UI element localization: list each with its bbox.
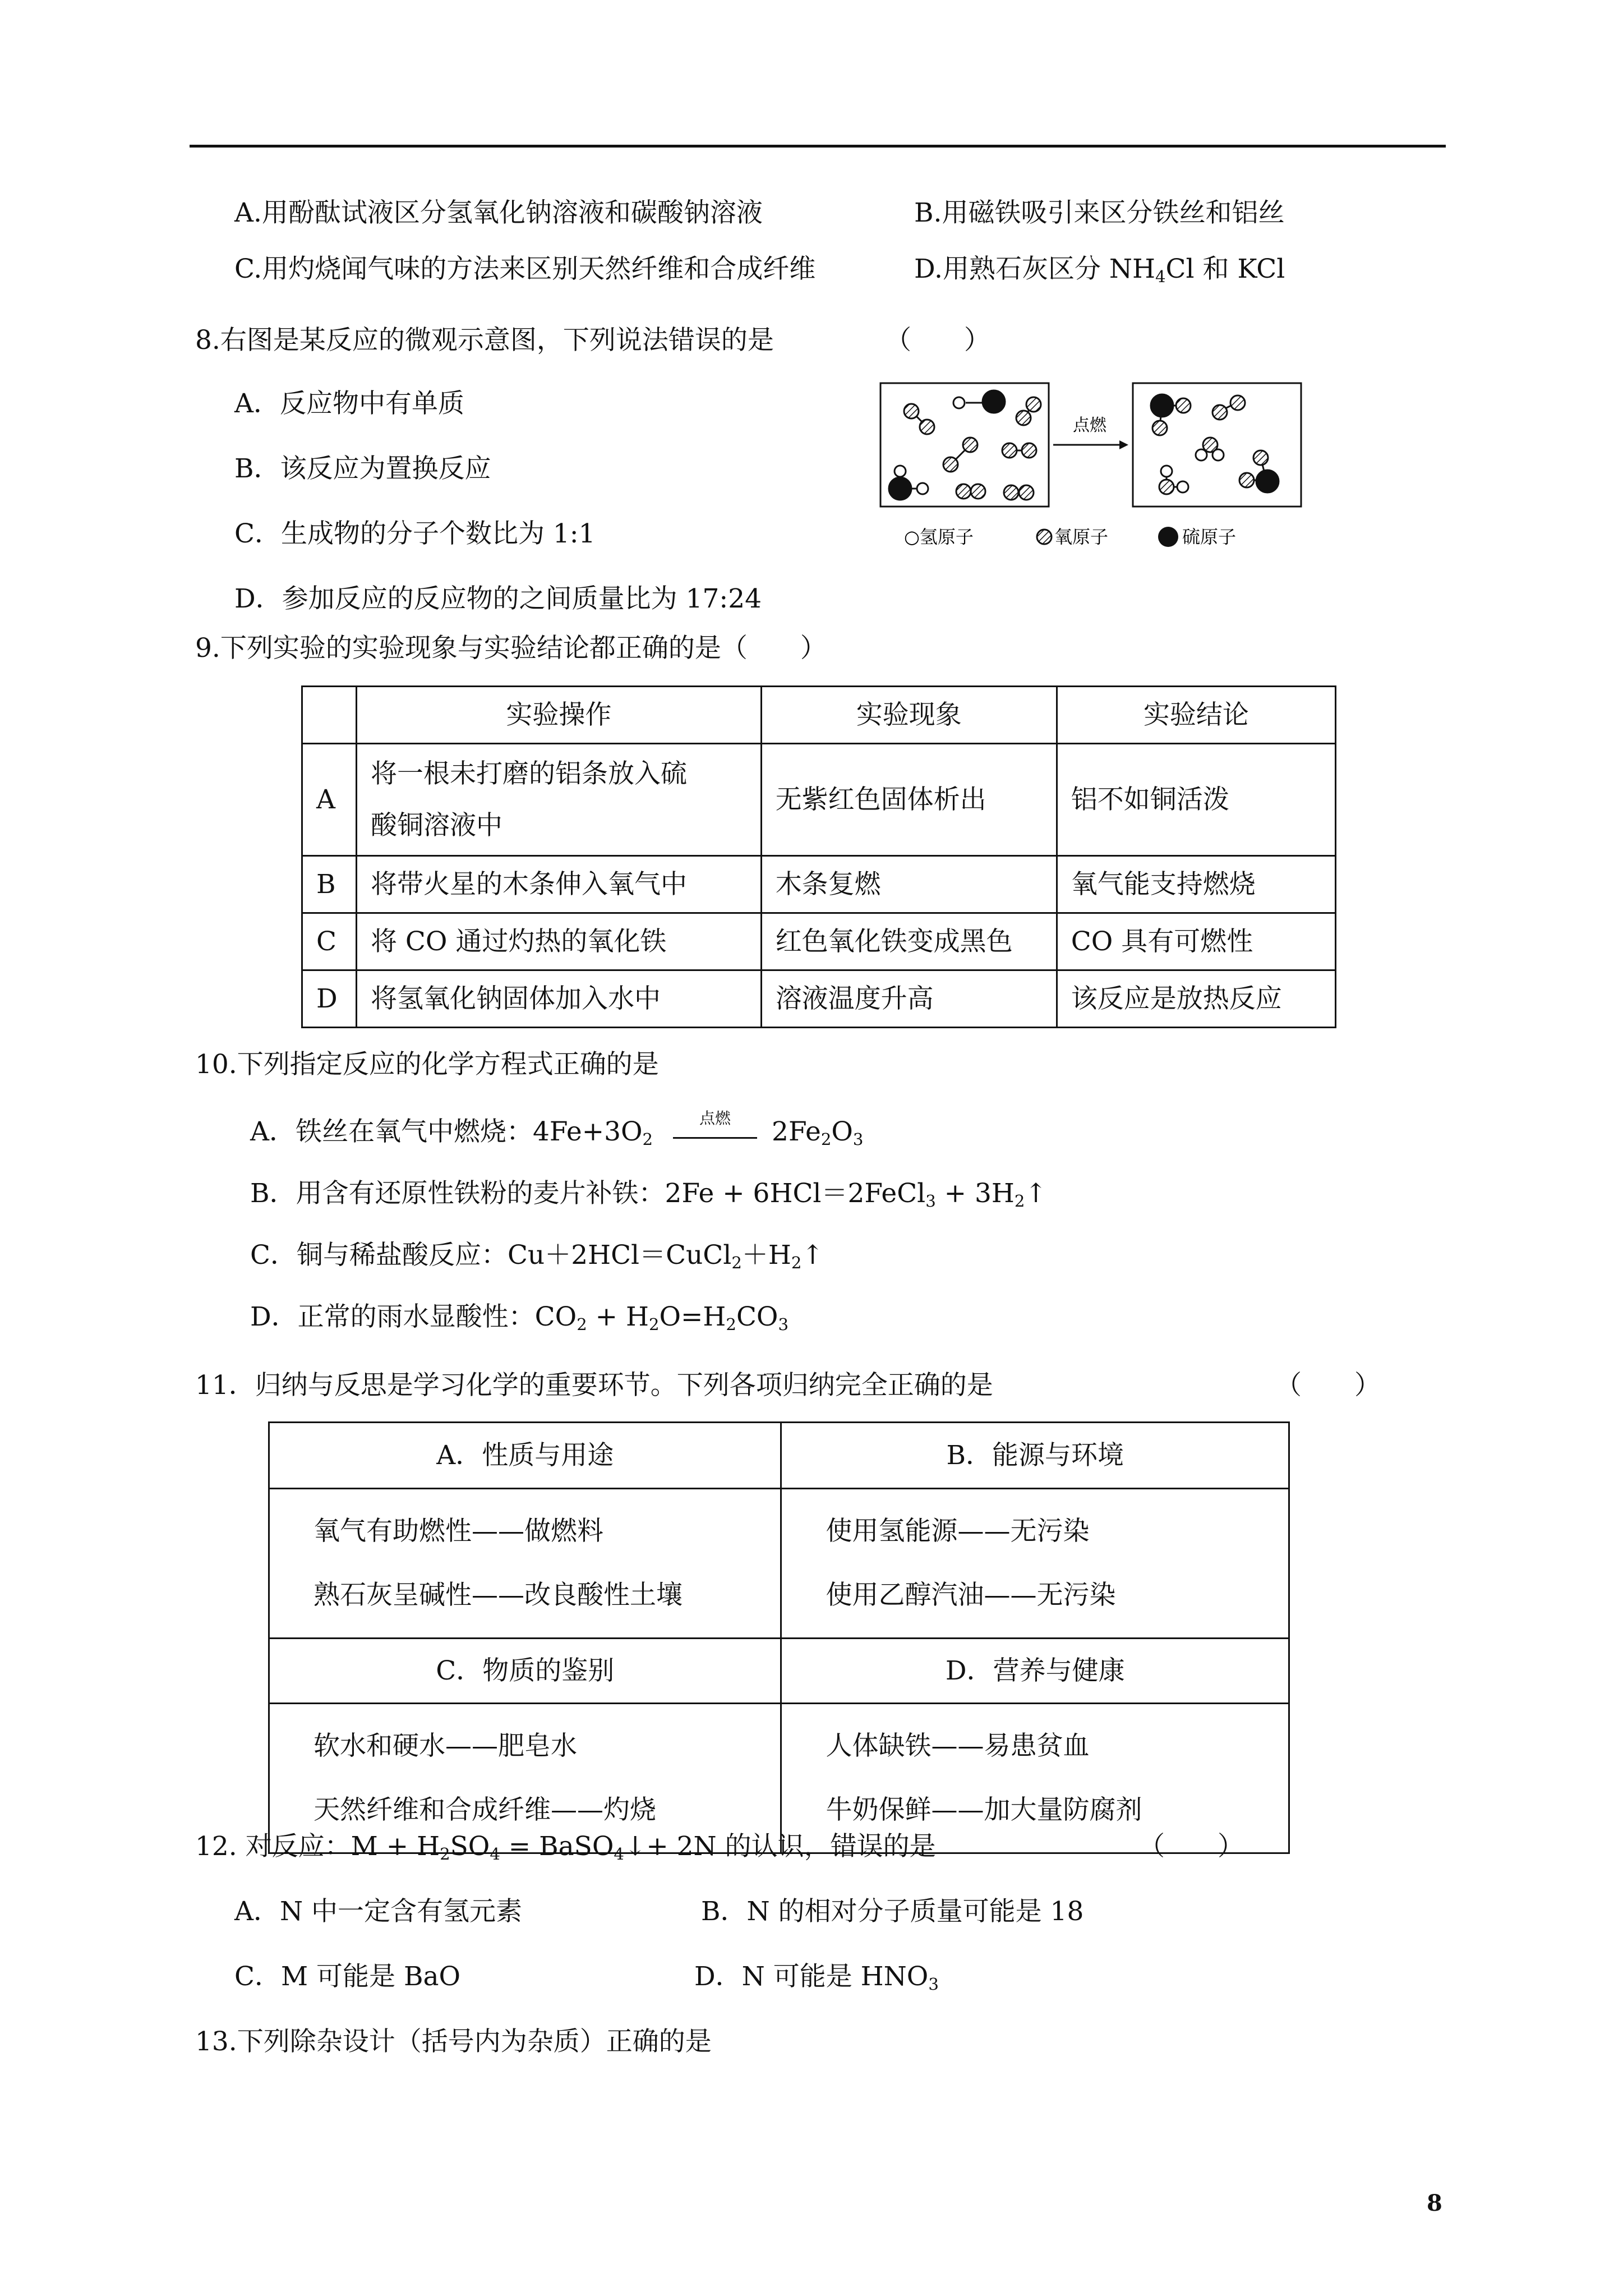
o2-molecule — [1016, 397, 1041, 425]
arrow-head — [1119, 440, 1128, 449]
arrow-label: 点燃 — [1073, 416, 1106, 435]
q9-table — [301, 685, 1336, 1028]
cell-a-header: A．性质与用途 — [269, 1423, 781, 1489]
reaction-condition: 点燃 — [673, 1122, 757, 1145]
table-row: D 将氢氧化钠固体加入水中 溶液温度升高 该反应是放热反应 — [302, 970, 1336, 1028]
table-header-row — [302, 687, 1336, 744]
q12-option-a: A．N 中一定含有氢元素 — [234, 1896, 523, 1927]
cell-d-header: D．营养与健康 — [781, 1639, 1289, 1704]
q8-answer-bracket: （ ） — [885, 325, 990, 356]
q8-option-a: A．反应物中有单质 — [234, 388, 464, 419]
q9-stem: 9.下列实验的实验现象与实验结论都正确的是（ ） — [195, 633, 827, 664]
q7-option-c: C.用灼烧闻气味的方法来区别天然纤维和合成纤维 — [234, 254, 816, 284]
o2-molecule — [956, 484, 985, 499]
table-row: A 将一根未打磨的铝条放入硫 酸铜溶液中 无紫红色固体析出 铝不如铜活泼 — [302, 744, 1336, 856]
q8-option-d: D．参加反应的反应物的之间质量比为 17:24 — [234, 583, 762, 614]
q10-option-b: B．用含有还原性铁粉的麦片补铁：2Fe + 6HCl＝2FeCl$_3$ + $3H_2↑$ — [250, 1178, 1047, 1211]
q12-stem: 12. 对反应：$M + H_2SO_4$ = BaSO$_4$↓+ 2N 的认识，错误的是 — [195, 1831, 936, 1864]
so2-molecule — [1239, 450, 1279, 493]
q11-stem: 11．归纳与反思是学习化学的重要环节。下列各项归纳完全正确的是 — [195, 1370, 993, 1401]
q10-option-c: C．铜与稀盐酸反应：$Cu+2HCl=CuCl_2+H_2↑$ — [250, 1240, 824, 1273]
q10-option-a: A．铁丝在氧气中燃烧：$4Fe+3O_2$ 点燃 $2Fe_2O_3$ — [250, 1109, 864, 1149]
o2-molecule — [904, 404, 934, 434]
q13-stem: 13.下列除杂设计（括号内为杂质）正确的是 — [195, 2026, 712, 2057]
h2s-molecule — [889, 466, 928, 500]
q7-option-b: B.用磁铁吸引来区分铁丝和铝丝 — [914, 197, 1285, 228]
q11-table — [268, 1421, 1290, 1854]
q12-answer-bracket: （ ） — [1138, 1831, 1244, 1862]
q8-option-b: B．该反应为置换反应 — [234, 453, 491, 484]
h2o-molecule — [1159, 466, 1188, 494]
header-operation: 实验操作 — [356, 687, 761, 744]
q7-option-a: A.用酚酞试液区分氢氧化钠溶液和碳酸钠溶液 — [234, 197, 763, 228]
h2s-molecule — [953, 390, 1005, 413]
page-number: 8 — [1427, 2190, 1442, 2216]
o2-molecule — [1002, 443, 1036, 458]
q8-option-c: C．生成物的分子个数比为 1:1 — [234, 518, 596, 549]
header-conclusion: 实验结论 — [1057, 687, 1335, 744]
legend-sulfur-symbol — [1158, 527, 1178, 547]
reaction-micro-diagram — [875, 375, 1312, 560]
table-header-row — [269, 1639, 1289, 1704]
q12-option-b: B．N 的相对分子质量可能是 18 — [701, 1896, 1084, 1927]
o2-molecule — [1212, 395, 1245, 420]
cell-c-header: C．物质的鉴别 — [269, 1639, 781, 1704]
header-phenomenon: 实验现象 — [761, 687, 1057, 744]
q7-option-d: D.用熟石灰区分 $NH_4Cl$ 和 KCl — [914, 254, 1285, 287]
table-row: C 将 CO 通过灼热的氧化铁 红色氧化铁变成黑色 CO 具有可燃性 — [302, 913, 1336, 970]
table-row: B 将带火星的木条伸入氧气中 木条复燃 氧气能支持燃烧 — [302, 856, 1336, 913]
q8-stem: 8.右图是某反应的微观示意图，下列说法错误的是 — [195, 325, 774, 356]
table-row: 软水和硬水——肥皂水 天然纤维和合成纤维——灼烧 人体缺铁——易患贫血 牛奶保鲜——加大量防腐剂 — [269, 1704, 1289, 1853]
q10-option-d: D．正常的雨水显酸性：$CO_2 + H_2O=H_2CO_3$ — [250, 1301, 789, 1335]
table-row: 氧气有助燃性——做燃料 熟石灰呈碱性——改良酸性土壤 使用氢能源——无污染 使用乙醇汽油——无污染 — [269, 1489, 1289, 1639]
so2-molecule — [1151, 394, 1191, 435]
q12-option-c: C．M 可能是 BaO — [234, 1961, 461, 1992]
legend-hydrogen: ○氢原子 — [904, 526, 974, 547]
q12-option-d: D．N 可能是 $HNO_3$ — [694, 1961, 939, 1994]
q11-answer-bracket: （ ） — [1275, 1370, 1381, 1401]
legend-oxygen-symbol — [1037, 530, 1052, 544]
header-rule — [190, 145, 1446, 148]
cell-b-header: B．能源与环境 — [781, 1423, 1289, 1489]
legend-sulfur: 硫原子 — [1182, 526, 1237, 547]
o2-molecule — [943, 438, 978, 472]
o2-molecule — [1004, 485, 1034, 500]
table-header-row — [269, 1423, 1289, 1489]
legend-oxygen: 氧原子 — [1054, 526, 1109, 547]
h2o-molecule — [1196, 438, 1224, 461]
q10-stem: 10.下列指定反应的化学方程式正确的是 — [195, 1049, 659, 1080]
